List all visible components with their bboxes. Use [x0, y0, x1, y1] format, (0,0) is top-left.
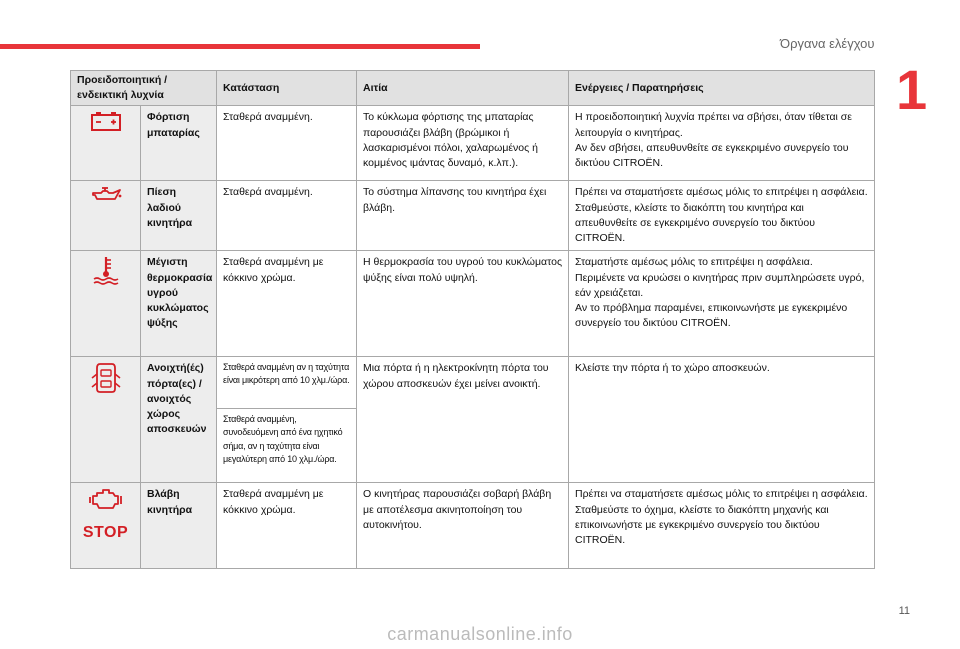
table-header-row — [71, 71, 875, 106]
action-text: Η προειδοποιητική λυχνία πρέπει να σβήσει, όταν τίθεται σε λειτουργία ο κινητήρας. Αν δεν σβήσει, απευθυνθείτε σε εγκεκριμένο συνεργείο του δικτύου CITROËN. — [575, 111, 852, 170]
table-row — [71, 251, 875, 357]
table-row — [71, 181, 875, 251]
lamp-action — [569, 251, 875, 357]
warning-lights-table — [70, 70, 875, 569]
lamp-cause: Το κύκλωμα φόρτισης της μπαταρίας παρουσιάζει βλάβη (βρώμικοι ή λασκαρισμένοι πόλοι, χαλαρωμένος ή κομμένος ιμάντας δυναμό, κ.λπ.). — [357, 106, 569, 181]
icon-cell — [71, 181, 141, 251]
table-row — [71, 357, 875, 409]
column-header-lamp: Προειδοποιητική / ενδεικτική λυχνία — [71, 71, 217, 106]
lamp-name: Ανοιχτή(ές) πόρτα(ες) / ανοιχτός χώρος αποσκευών — [141, 357, 217, 483]
watermark: carmanualsonline.info — [387, 624, 573, 644]
coolant-temperature-icon — [91, 255, 121, 290]
lamp-action — [569, 357, 875, 483]
lamp-state: Σταθερά αναμμένη αν η ταχύτητα είναι μικρότερη από 10 χλμ./ώρα. — [217, 357, 357, 409]
battery-icon — [89, 110, 123, 137]
page-number: 11 — [898, 605, 910, 617]
action-text: Κλείστε την πόρτα ή το χώρο αποσκευών. — [575, 362, 770, 375]
lamp-cause: Το σύστημα λίπανσης του κινητήρα έχει βλάβη. — [357, 181, 569, 251]
action-text: Πρέπει να σταματήσετε αμέσως μόλις το επιτρέψει η ασφάλεια. Σταθμεύστε το όχημα, κλείστε το διακόπτη μηχανής και επικοινωνήστε με εγκεκριμένο συνεργείο του δικτύου CITROËN. — [575, 488, 868, 547]
table-row — [71, 106, 875, 181]
column-header-cause: Αιτία — [357, 71, 569, 106]
header-accent-bar — [0, 44, 480, 49]
lamp-state: Σταθερά αναμμένη με κόκκινο χρώμα. — [217, 483, 357, 569]
action-text: Σταματήστε αμέσως μόλις το επιτρέψει η ασφάλεια. Περιμένετε να κρυώσει ο κινητήρας πριν συμπληρώσετε υγρό, εάν χρειάζεται. Αν το πρόβλημα παραμένει, επικοινωνήστε με εγκεκριμένο συνεργείο του δικτύου CITROËN. — [575, 256, 865, 330]
lamp-state: Σταθερά αναμμένη. — [217, 106, 357, 181]
lamp-cause: Μια πόρτα ή η ηλεκτροκίνητη πόρτα του χώρου αποσκευών έχει μείνει ανοικτή. — [357, 357, 569, 483]
lamp-action — [569, 181, 875, 251]
lamp-name: Φόρτιση μπαταρίας — [141, 106, 217, 181]
open-door-icon — [91, 361, 121, 400]
lamp-action — [569, 106, 875, 181]
icon-cell — [71, 483, 141, 569]
lamp-cause: Η θερμοκρασία του υγρού του κυκλώματος ψύξης είναι πολύ υψηλή. — [357, 251, 569, 357]
lamp-state: Σταθερά αναμμένη. — [217, 181, 357, 251]
section-title: Όργανα ελέγχου — [780, 36, 875, 51]
lamp-action — [569, 483, 875, 569]
chapter-number: 1 — [896, 58, 928, 121]
icon-cell — [71, 106, 141, 181]
column-header-state: Κατάσταση — [217, 71, 357, 106]
engine-fault-icon — [89, 487, 123, 516]
lamp-cause: Ο κινητήρας παρουσιάζει σοβαρή βλάβη με αποτέλεσμα ακινητοποίηση του αυτοκινήτου. — [357, 483, 569, 569]
icon-cell — [71, 357, 141, 483]
oil-can-icon — [89, 185, 123, 210]
lamp-name: Πίεση λαδιού κινητήρα — [141, 181, 217, 251]
lamp-state: Σταθερά αναμμένη με κόκκινο χρώμα. — [217, 251, 357, 357]
icon-cell — [71, 251, 141, 357]
action-text: Πρέπει να σταματήσετε αμέσως μόλις το επιτρέψει η ασφάλεια. Σταθμεύστε, κλείστε το διακόπτη του κινητήρα και απευθυνθείτε σε εγκεκριμένο συνεργείο του δικτύου CITROËN. — [575, 186, 868, 245]
stop-label: STOP — [82, 523, 129, 541]
column-header-actions: Ενέργειες / Παρατηρήσεις — [569, 71, 875, 106]
lamp-name: Βλάβη κινητήρα — [141, 483, 217, 569]
lamp-name: Μέγιστη θερμοκρασία υγρού κυκλώματος ψύξης — [141, 251, 217, 357]
lamp-state-secondary: Σταθερά αναμμένη, συνοδευόμενη από ένα ηχητικό σήμα, αν η ταχύτητα είναι μεγαλύτερη από 10 χλμ./ώρα. — [217, 409, 357, 483]
table-row — [71, 483, 875, 569]
